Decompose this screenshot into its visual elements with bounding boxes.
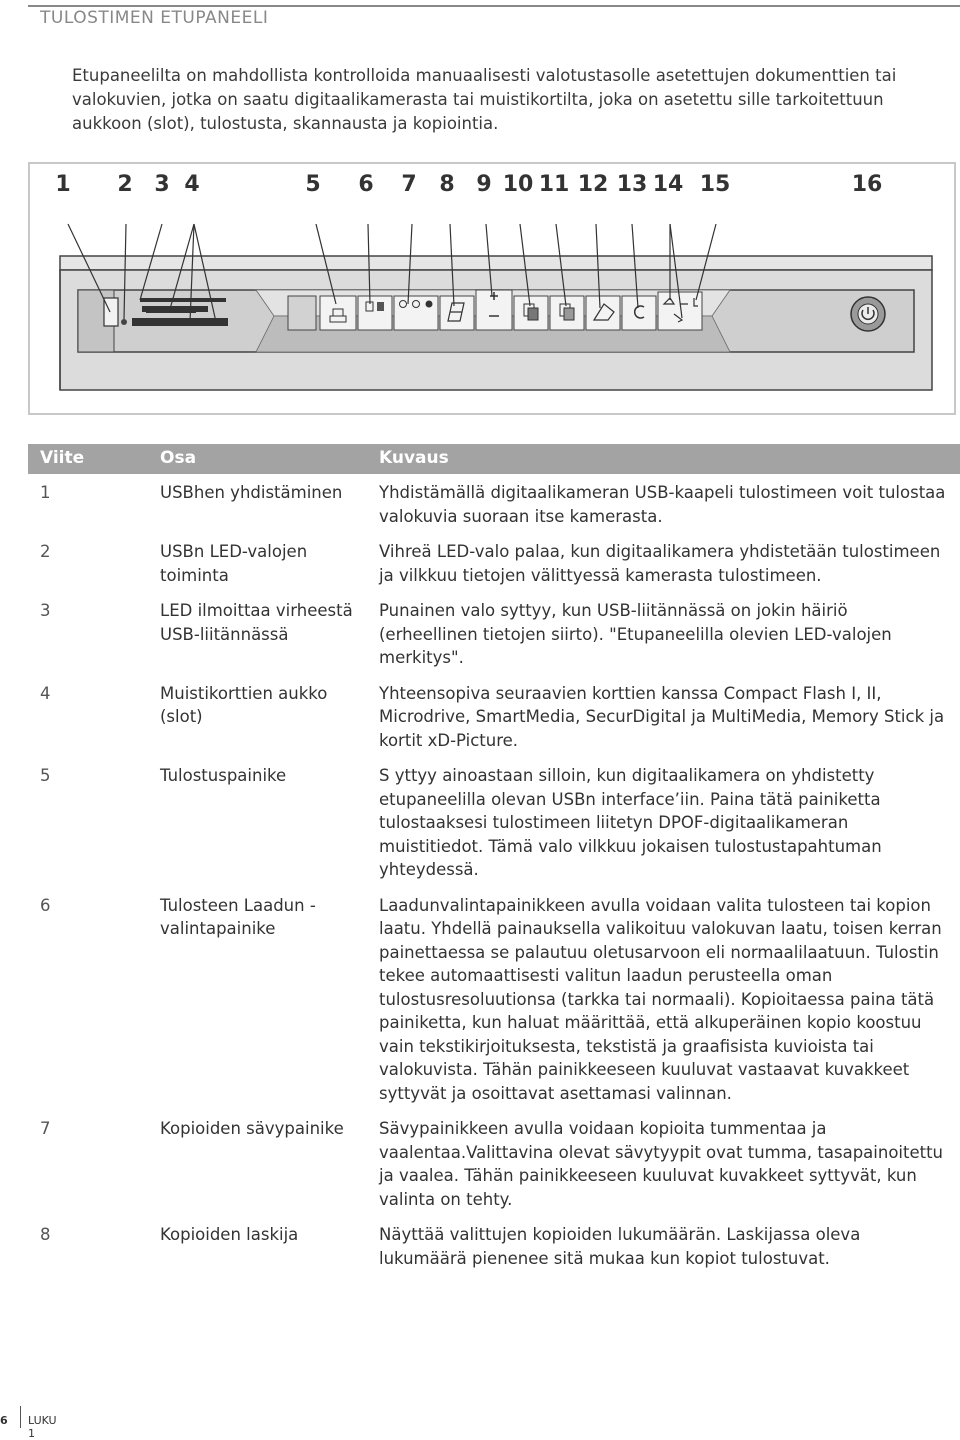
table-header [28,444,960,474]
error-led-icon [140,298,226,302]
callout-number: 1 [55,172,71,197]
row-ref: 7 [40,1119,51,1138]
section-title: TULOSTIMEN ETUPANEELI [40,8,269,28]
usb-led-icon [121,319,127,325]
table-row [0,1223,960,1270]
table-row [0,481,960,528]
callout-number: 7 [401,172,417,197]
row-ref: 4 [40,683,51,703]
callout-number: 11 [538,172,570,197]
row-ref: 3 [40,601,51,620]
row-part: LED ilmoittaa virheestä USB-liitännässä [160,601,353,644]
usb-port-icon [104,298,118,326]
page-number: 6 [0,1414,8,1427]
row-description: Vihreä LED-valo palaa, kun digitaalikamera yhdistetään tulostimeen ja vilkkuu tietojen välittyessä kamerasta tulostimeen. [379,542,941,585]
row-part: USBn LED-valojen toiminta [160,542,308,585]
memory-card-slot-icon [132,318,228,326]
header-part: Osa [160,448,197,468]
callout-number: 16 [851,172,883,197]
row-part: Tulosteen Laadun - valintapainike [160,895,316,938]
callout-number: 13 [616,172,648,197]
intro-paragraph: Etupaneelilta on mahdollista kontrolloida manuaalisesti valotustasolle asetettujen dokumenttien tai valokuvien, jotka on saatu digitaalikamerasta tai muistikortilta, joka on asetettu sille tarkoitettuun aukkoon (slot), tulostusta, skannausta ja kopiointia. [72,66,897,133]
row-part: Tulostuspainike [160,766,287,785]
scan-icon [586,296,620,330]
row-description: Yhdistämällä digitaalikameran USB-kaapeli tulostimeen voit tulostaa valokuvia suoraan itse kamerasta. [379,483,946,526]
cancel-icon [622,296,656,330]
callout-number: 2 [117,172,133,197]
print-button-icon [320,296,356,330]
front-panel-figure [28,162,956,415]
row-ref: 6 [40,895,51,915]
callout-number: 6 [358,172,374,197]
callout-number: 9 [476,172,492,197]
row-part: Kopioiden laskija [160,1225,299,1244]
copy-counter-icon [440,296,474,330]
row-part: USBhen yhdistäminen [160,483,343,502]
callout-number: 14 [652,172,684,197]
header-rule [28,5,960,7]
callout-number: 4 [184,172,200,197]
row-ref: 8 [40,1225,51,1244]
row-description: Punainen valo syttyy, kun USB-liitännässä on jokin häiriö (erheellinen tietojen siirto). "Etupaneelilla olevien LED-valojen merkitys". [379,601,892,667]
table-row [0,764,960,882]
row-description: Näyttää valittujen kopioiden lukumäärän. Laskijassa oleva lukumäärä pienenee sitä mukaa kun kopiot tulostuvat. [379,1225,861,1268]
table-row [0,540,960,587]
header-ref: Viite [40,448,85,468]
row-part: Muistikorttien aukko (slot) [160,683,328,726]
callout-number: 15 [699,172,731,197]
callout-number: 8 [439,172,455,197]
table-row [0,1117,960,1211]
callout-number: 12 [577,172,609,197]
parts-table [0,481,960,1282]
row-ref: 2 [40,542,51,561]
row-ref: 5 [40,766,51,785]
callout-number: 5 [305,172,321,197]
row-description: Laadunvalintapainikkeen avulla voidaan valita tulosteen tai kopion laatu. Yhdellä painauksella valikoituu valokuvan laatu, toisen kerran painettaessa se palautuu oletusarvoon eli normaalilaatuun. Tulostin tekee automaattisesti valitun laadun perusteella oman tulostusresoluutionsa (tarkka tai normaali). Kopioitaessa paina tätä painiketta, kun haluat määrittää, että alkuperäinen kopio koostuu vain tekstikirjoituksesta, tekstistä ja graafisista kuvioista tai valokuvista. Tähän painikkeeseen kuuluvat vastaavat kuvakkeet syttyvät ja osoittavat asettamasi valinnan. [379,895,942,1103]
header-desc: Kuvaus [379,448,449,468]
row-description: S yttyy ainoastaan silloin, kun digitaalikamera on yhdistetty etupaneelilla olevan USBn interface’iin. Paina tätä painiketta tulostaaksesi tulostimeen liitetyn DPOF-digitaalikameran muistitiedot. Tämä valo vilkkuu jokaisen tulostustapahtuman yhteydessä. [379,766,882,879]
row-part: Kopioiden sävypainike [160,1119,344,1138]
table-row [0,894,960,1106]
table-row [0,599,960,670]
quality-button-icon [358,296,392,330]
panel-top-edge [60,256,932,270]
footer-rule [20,1406,21,1428]
callout-number: 3 [154,172,170,197]
chapter-label: LUKU 1 [28,1414,57,1440]
table-row [0,682,960,753]
front-panel-drawing [30,164,958,417]
callout-number: 10 [502,172,534,197]
row-description: Yhteensopiva seuraavien korttien kanssa Compact Flash I, II, Microdrive, SmartMedia, SecurDigital ja MultiMedia, Memory Stick ja kortit xD-Picture. [379,683,945,750]
row-description: Sävypainikkeen avulla voidaan kopioita tummentaa ja vaalentaa.Valittavina olevat sävytyypit ovat tumma, tasapainoitettu ja vaalea. Tähän painikkeeseen kuuluvat kuvakkeet syttyvät, kun valinta on tehty. [379,1119,944,1209]
row-ref: 1 [40,483,51,502]
